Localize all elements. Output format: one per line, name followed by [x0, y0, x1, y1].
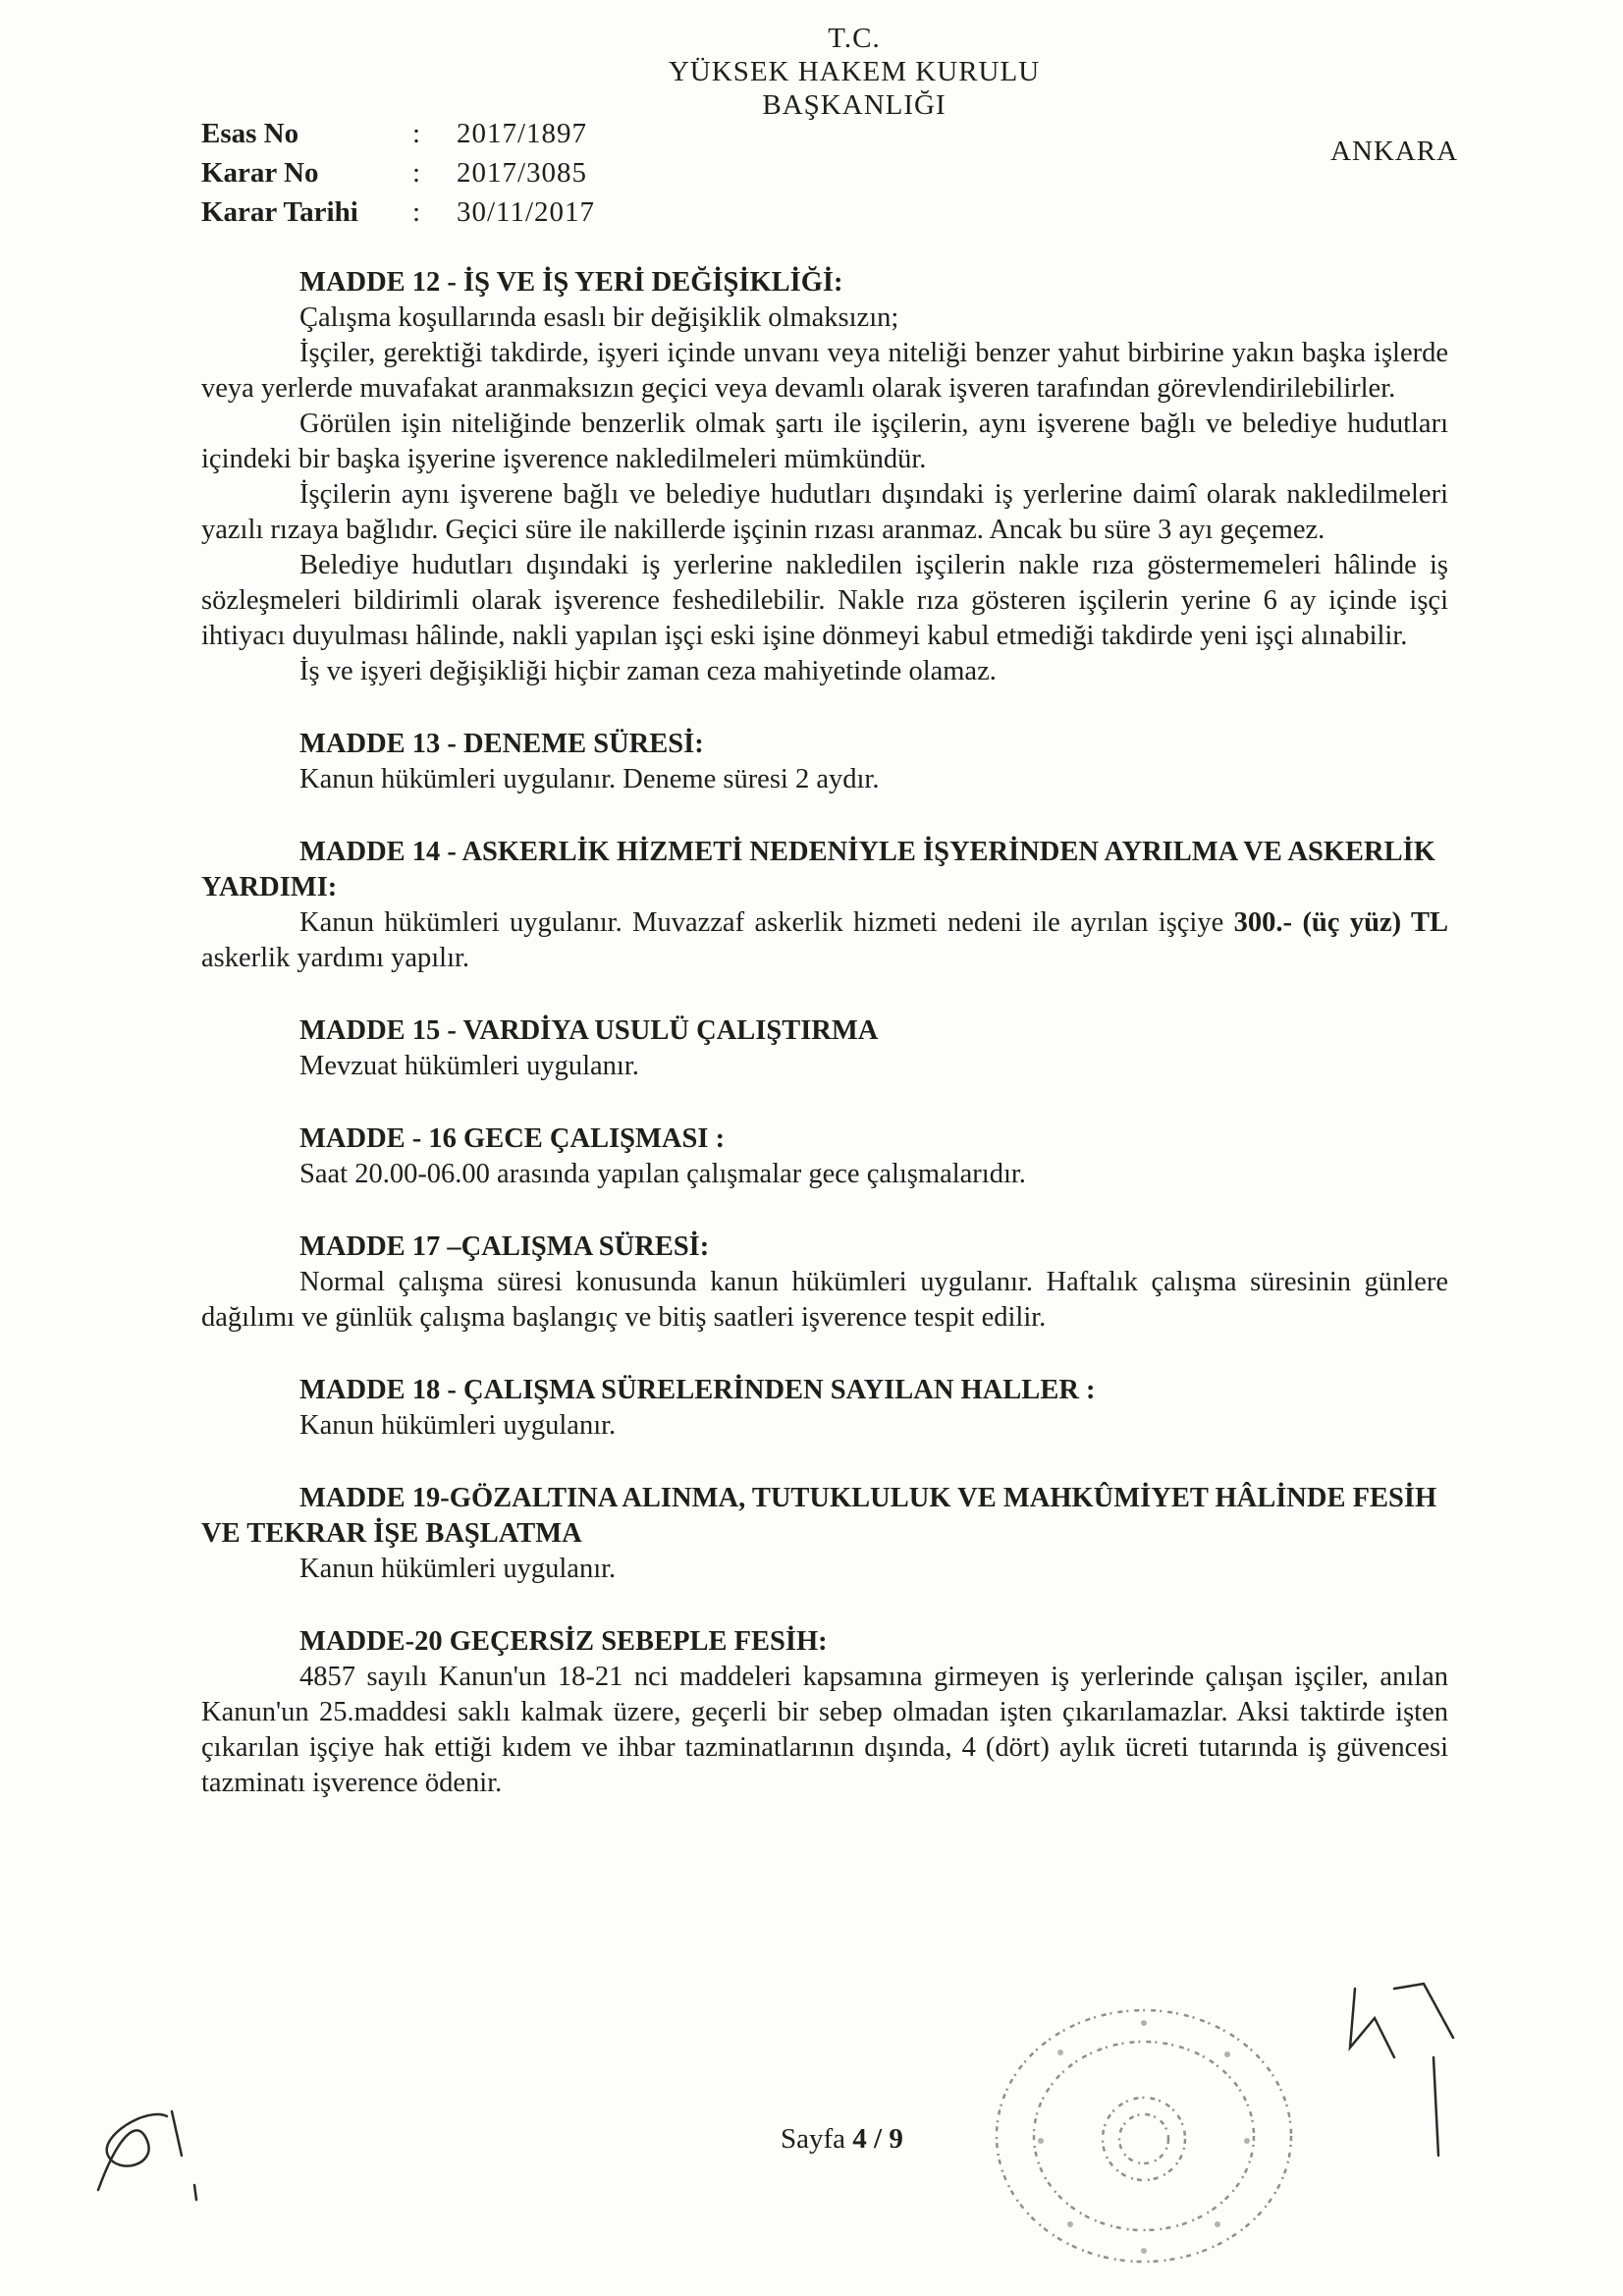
article-14-text-c: askerlik yardımı yapılır.	[201, 943, 470, 973]
case-metadata	[201, 114, 595, 232]
document-body	[201, 265, 1448, 1801]
article-14-text-a: Kanun hükümleri uygulanır. Muvazzaf askerlik hizmeti nedeni ile ayrılan işçiye	[299, 907, 1234, 938]
article-17-p1: Normal çalışma süresi konusunda kanun hükümleri uygulanır. Haftalık çalışma süresinin günlere dağılımı ve günlük çalışma başlangıç ve bitiş saatleri işverence tespit edilir.	[201, 1267, 1448, 1333]
article-19-p1: Kanun hükümleri uygulanır.	[299, 1554, 617, 1584]
article-12-p3: Görülen işin niteliğinde benzerlik olmak şartı ile işçilerin, aynı işverene bağlı ve belediye hudutları içindeki bir başka işyerine işverence nakledilmeleri mümkündür.	[201, 409, 1448, 474]
page-separator: /	[866, 2123, 890, 2155]
meta-value: 2017/3085	[457, 157, 588, 189]
article-13-p1: Kanun hükümleri uygulanır. Deneme süresi 2 aydır.	[299, 764, 880, 794]
meta-colon: :	[412, 118, 421, 149]
meta-colon: :	[412, 196, 421, 228]
article-20-title: MADDE-20 GEÇERSİZ SEBEPLE FESİH:	[299, 1626, 828, 1657]
handwritten-signature-left	[79, 2097, 216, 2210]
meta-label: Karar No	[201, 157, 319, 189]
article-12-p4: İşçilerin aynı işverene bağlı ve belediye hudutları dışındaki iş yerlerine daimî olarak nakledilmeleri yazılı rızaya bağlıdır. Geçici süre ile nakillerde işçinin rızası aranmaz. Ancak bu süre 3 ayı geçemez.	[201, 479, 1448, 545]
article-16-title: MADDE - 16 GECE ÇALIŞMASI :	[299, 1123, 726, 1154]
city-label: ANKARA	[1330, 136, 1459, 167]
article-14-title: MADDE 14 - ASKERLİK HİZMETİ NEDENİYLE İŞYERİNDEN AYRILMA VE ASKERLİK YARDIMI:	[201, 837, 1435, 902]
article-20-p1: 4857 sayılı Kanun'un 18-21 nci maddeleri kapsamına girmeyen iş yerlerinde çalışan işçiler, anılan Kanun'un 25.maddesi saklı kalmak üzere, geçerli bir sebep olmadan işten çıkarılamazlar. Aksi taktirde işten çıkarılan işçiye hak ettiği kıdem ve ihbar tazminatlarının dışında, 4 (dört) aylık ücreti tutarında iş güvencesi tazminatı işverence ödenir.	[201, 1662, 1448, 1798]
article-12-p2: İşçiler, gerektiği takdirde, işyeri içinde unvanı veya niteliği benzer yahut birbirine yakın başka işlerde veya yerlerde muvafakat aranmaksızın geçici veya devamlı olarak işveren tarafından görevlendirilebilirler.	[201, 338, 1448, 404]
meta-row-karar	[201, 153, 595, 192]
page-number	[781, 2123, 903, 2156]
article-18-title: MADDE 18 - ÇALIŞMA SÜRELERİNDEN SAYILAN HALLER :	[299, 1375, 1096, 1405]
meta-label: Esas No	[201, 118, 299, 149]
header-department: BAŞKANLIĞI	[762, 89, 947, 121]
article-18-p1: Kanun hükümleri uygulanır.	[299, 1410, 617, 1441]
header-country: T.C.	[828, 23, 881, 54]
article-19-title: MADDE 19-GÖZALTINA ALINMA, TUTUKLULUK VE MAHKÛMİYET HÂLİNDE FESİH VE TEKRAR İŞE BAŞLATMA	[201, 1483, 1437, 1549]
meta-row-esas	[201, 114, 595, 153]
document-header	[609, 22, 1100, 122]
page-total: 9	[889, 2123, 903, 2155]
article-16-p1: Saat 20.00-06.00 arasında yapılan çalışmalar gece çalışmalarıdır.	[299, 1159, 1026, 1189]
page-prefix: Sayfa	[781, 2123, 853, 2155]
article-12-p1: Çalışma koşullarında esaslı bir değişiklik olmaksızın;	[299, 302, 899, 333]
meta-label: Karar Tarihi	[201, 196, 358, 228]
meta-row-tarih	[201, 192, 595, 232]
article-15-title: MADDE 15 - VARDİYA USULÜ ÇALIŞTIRMA	[299, 1015, 879, 1046]
official-seal-stamp	[982, 1994, 1306, 2283]
article-17-title: MADDE 17 –ÇALIŞMA SÜRESİ:	[299, 1231, 710, 1262]
meta-colon: :	[412, 157, 421, 189]
handwritten-signature-right	[1335, 1959, 1473, 2180]
meta-value: 2017/1897	[457, 118, 588, 149]
header-institution: YÜKSEK HAKEM KURULU	[668, 56, 1041, 87]
meta-value: 30/11/2017	[457, 196, 596, 228]
article-13-title: MADDE 13 - DENEME SÜRESİ:	[299, 729, 704, 759]
article-15-p1: Mevzuat hükümleri uygulanır.	[299, 1051, 639, 1081]
article-14-amount: 300.- (üç yüz) TL	[1233, 907, 1448, 938]
article-12-p6: İş ve işyeri değişikliği hiçbir zaman ceza mahiyetinde olamaz.	[299, 656, 997, 686]
article-12-title: MADDE 12 - İŞ VE İŞ YERİ DEĞİŞİKLİĞİ:	[299, 267, 843, 298]
article-12-p5: Belediye hudutları dışındaki iş yerlerine nakledilen işçilerin nakle rıza göstermemeleri hâlinde iş sözleşmeleri bildirimli olarak işverence feshedilebilir. Nakle rıza gösteren işçilerin yerine 6 ay içinde işçi ihtiyacı duyulması hâlinde, nakli yapılan işçi eski işine dönmeyi kabul etmediği takdirde yeni işçi alınabilir.	[201, 550, 1448, 651]
page-current: 4	[852, 2123, 867, 2155]
article-14-p1	[201, 905, 1448, 976]
